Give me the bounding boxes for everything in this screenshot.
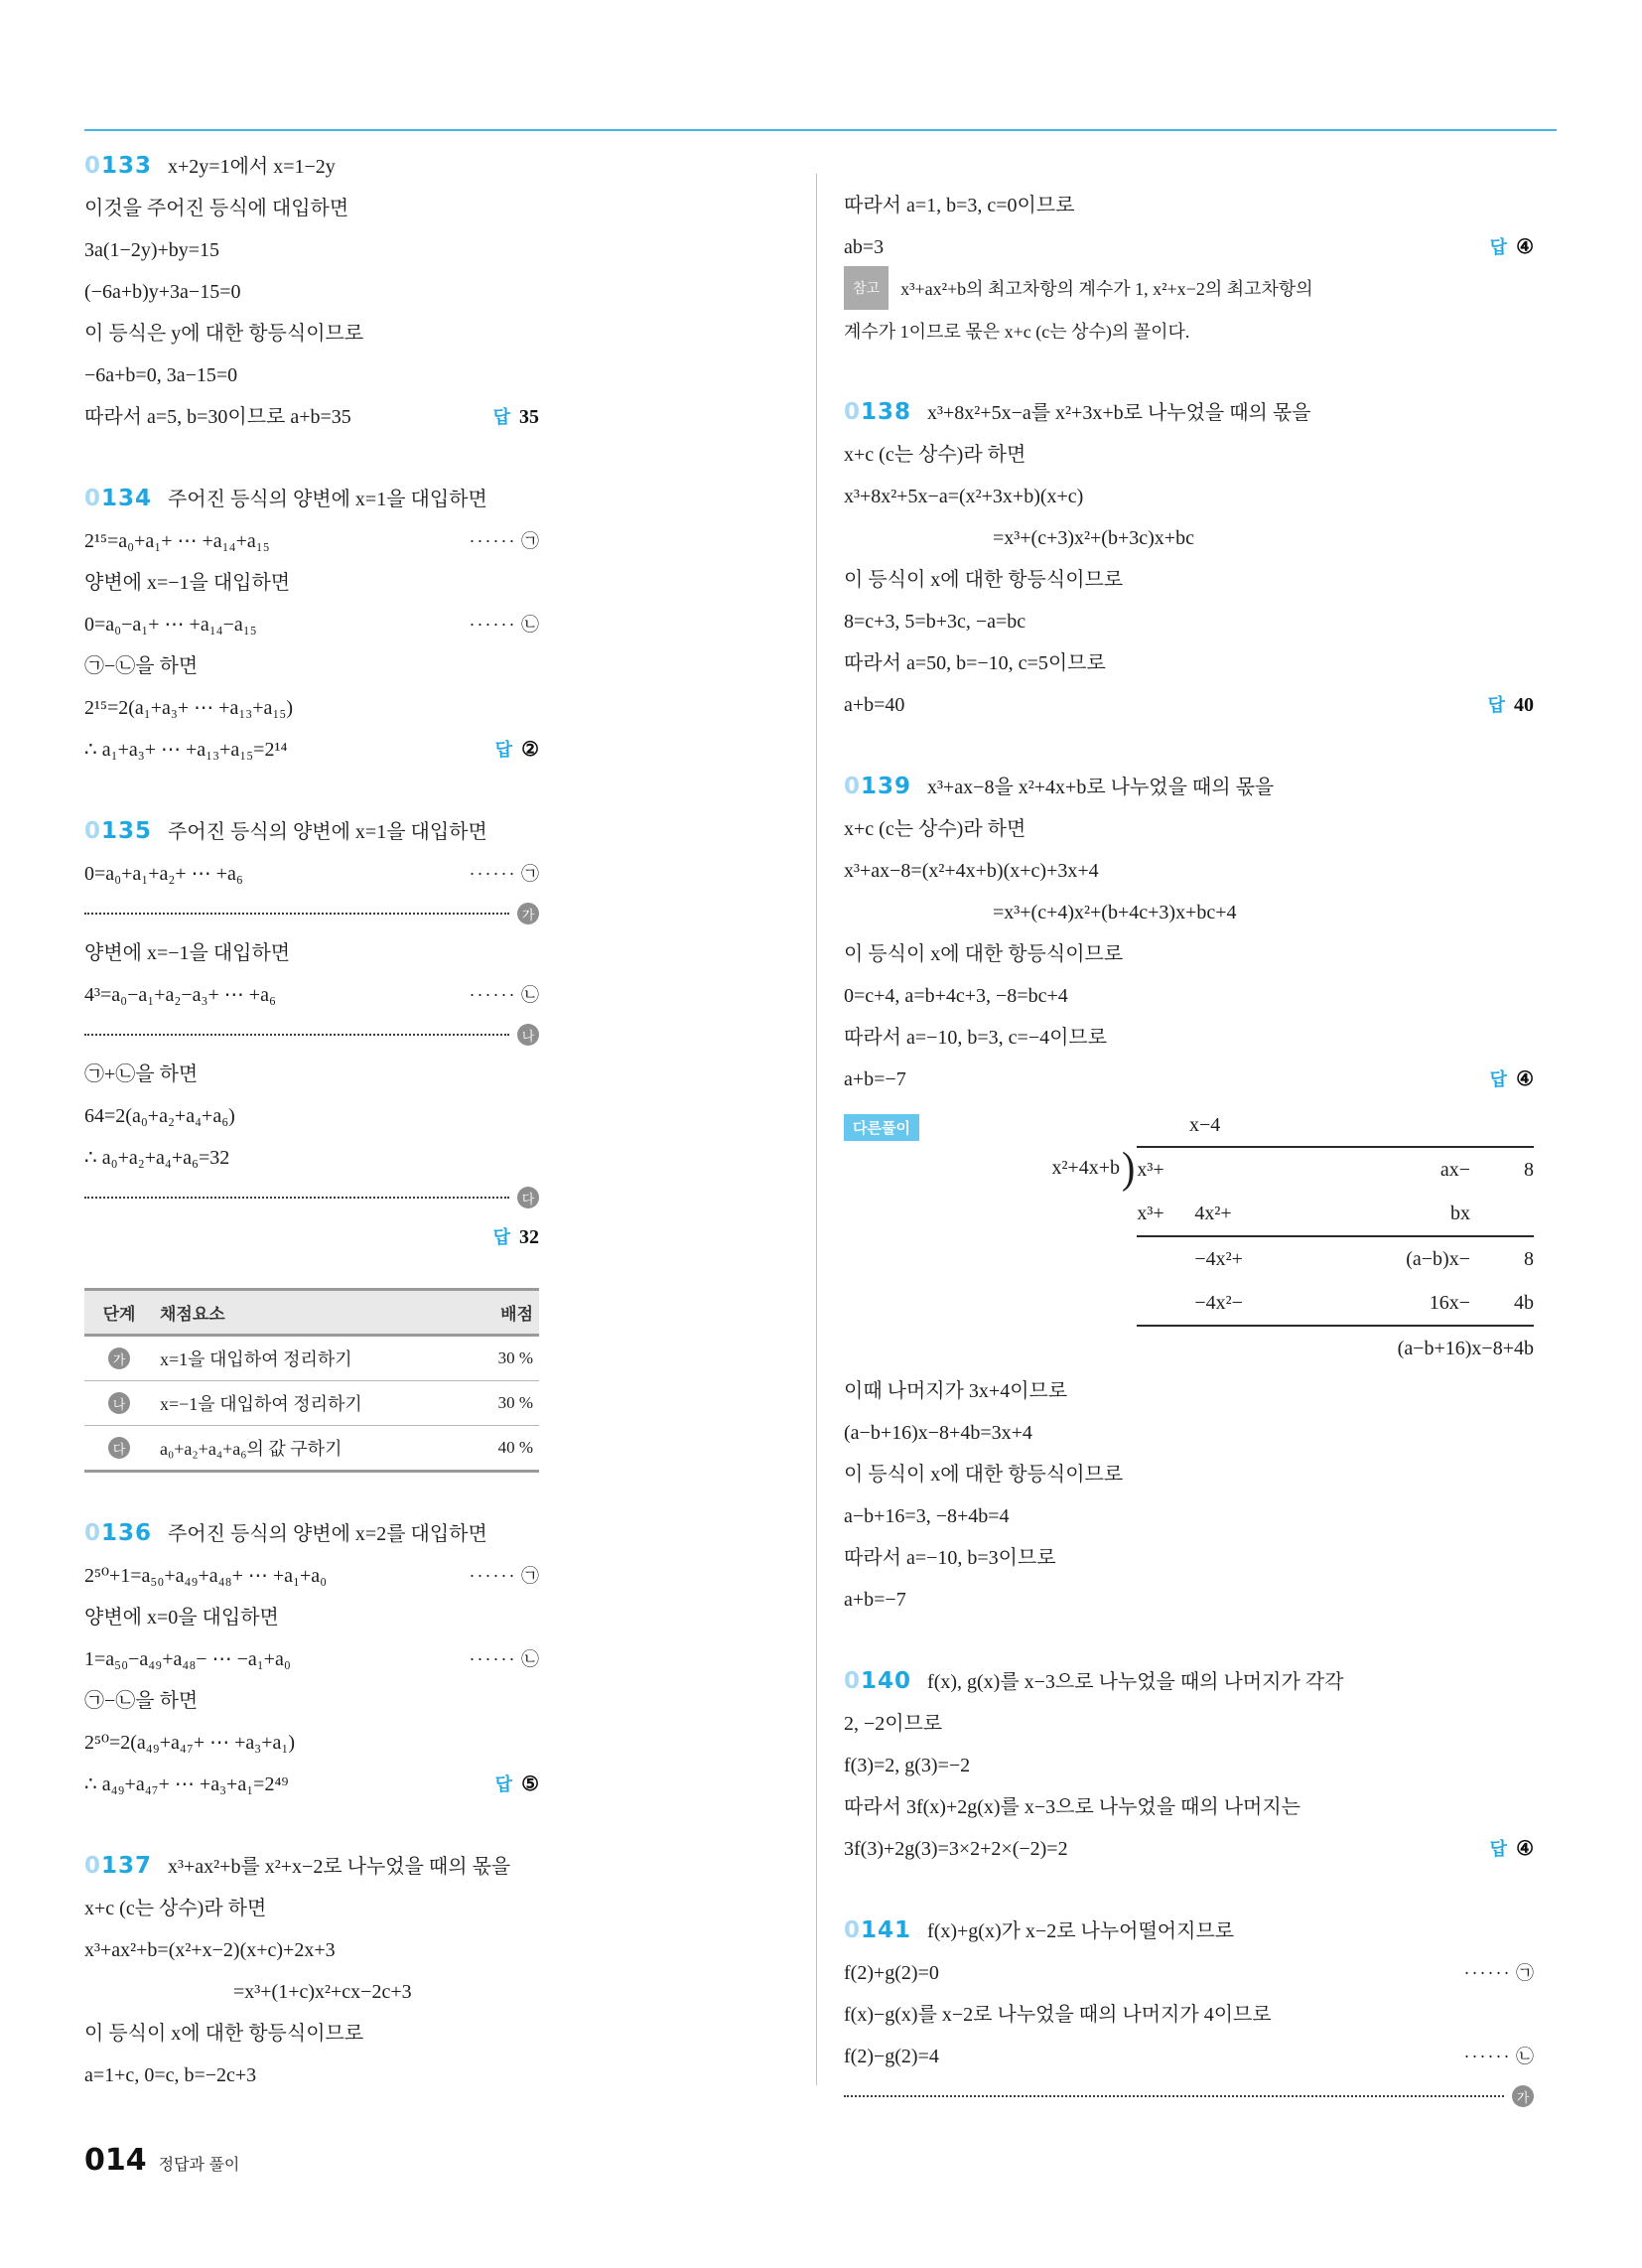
solution-line: ㉠−㉡을 하면 bbox=[84, 655, 199, 677]
problem-lead-line bbox=[844, 1660, 1534, 1703]
solution-line: 양변에 x=−1을 대입하면 bbox=[84, 572, 291, 594]
reference-symbol: ㉠ bbox=[521, 1566, 539, 1586]
grading-header-cell: 채점요소 bbox=[154, 1290, 456, 1336]
solution-line: x³+ax−8=(x²+4x+b)(x+c)+3x+4 bbox=[844, 860, 1099, 882]
division-quotient: x−4 bbox=[1189, 1114, 1221, 1136]
column-divider bbox=[816, 174, 817, 2085]
solution-line: 이때 나머지가 3x+4이므로 bbox=[844, 1380, 1068, 1402]
problem-lead-line bbox=[84, 1845, 539, 1888]
equation-text: f(2)+g(2)=0 bbox=[844, 1962, 939, 1984]
grading-header-cell: 배점 bbox=[456, 1290, 539, 1336]
answer-value: 32 bbox=[519, 1226, 539, 1248]
dotted-separator bbox=[844, 2077, 1534, 2115]
solution-text: ∴ a₁+a₃+ ⋯ +a₁₃+a₁₅=2¹⁴ bbox=[84, 739, 288, 761]
reference-note-text: x³+ax²+b의 최고차항의 계수가 1, x²+x−2의 최고차항의 bbox=[900, 279, 1313, 299]
solution-line-with-answer bbox=[84, 396, 539, 438]
step-badge: 가 bbox=[517, 903, 539, 924]
problem-number-prefix: 0 bbox=[84, 818, 102, 844]
solution-line: 0=c+4, a=b+4c+3, −8=bc+4 bbox=[844, 985, 1068, 1007]
solution-line: (−6a+b)y+3a−15=0 bbox=[84, 281, 241, 303]
step-badge: 다 bbox=[108, 1437, 130, 1459]
solution-line: −6a+b=0, 3a−15=0 bbox=[84, 364, 238, 386]
grading-step-cell bbox=[84, 1426, 154, 1472]
solution-line: f(x)−g(x)를 x−2로 나누었을 때의 나머지가 4이므로 bbox=[844, 2004, 1272, 2026]
division-body bbox=[993, 1142, 1534, 1370]
reference-symbol: ㉡ bbox=[521, 615, 539, 635]
equation-continuation-line: =x³+(c+3)x²+(b+3c)x+bc bbox=[993, 527, 1194, 549]
division-term: x³+ bbox=[1137, 1159, 1164, 1181]
division-term: 8 bbox=[1524, 1159, 1534, 1181]
division-term bbox=[1137, 1281, 1194, 1325]
equation-continuation-line: =x³+(1+c)x²+cx−2c+3 bbox=[233, 1981, 412, 2003]
answer-label: 답 bbox=[1489, 237, 1508, 257]
equation-line-with-marker bbox=[84, 974, 539, 1016]
equation-line-with-marker bbox=[844, 1952, 1534, 1994]
answer-badge bbox=[1478, 226, 1534, 268]
solution-line: 따라서 a=−10, b=3, c=−4이므로 bbox=[844, 1027, 1108, 1049]
division-term bbox=[1194, 1148, 1305, 1192]
problem-lead-line bbox=[844, 766, 1534, 808]
problem-number-rest: 134 bbox=[101, 486, 153, 511]
solution-line: 64=2(a₀+a₂+a₄+a₆) bbox=[84, 1105, 235, 1127]
problem-number bbox=[844, 766, 911, 807]
problem-number-rest: 139 bbox=[861, 774, 912, 799]
problem-block bbox=[844, 1910, 1534, 2115]
answer-label: 답 bbox=[494, 740, 513, 760]
reference-marker bbox=[458, 1555, 539, 1597]
division-term: −4x²+ bbox=[1194, 1248, 1243, 1270]
long-division bbox=[993, 1104, 1534, 1370]
alt-solution-badge: 다른풀이 bbox=[844, 1114, 919, 1141]
solution-line: 양변에 x=−1을 대입하면 bbox=[84, 942, 291, 964]
equation-text: 2¹⁵=a₀+a₁+ ⋯ +a₁₄+a₁₅ bbox=[84, 530, 270, 552]
solution-line: 따라서 3f(x)+2g(x)를 x−3으로 나누었을 때의 나머지는 bbox=[844, 1796, 1300, 1818]
equation-text: f(2)−g(2)=4 bbox=[844, 2046, 939, 2067]
answer-value: ④ bbox=[1516, 1068, 1534, 1090]
problem-number-rest: 140 bbox=[861, 1668, 912, 1694]
answer-value: ④ bbox=[1516, 236, 1534, 258]
separator-line bbox=[84, 913, 509, 915]
solution-text: a+b=−7 bbox=[844, 1068, 906, 1090]
reference-marker bbox=[458, 520, 539, 562]
answer-badge bbox=[481, 1216, 539, 1258]
footer-title: 정답과 풀이 bbox=[158, 2157, 240, 2174]
solution-line: 이 등식이 x에 대한 항등식이므로 bbox=[844, 569, 1124, 591]
problem-number-rest: 141 bbox=[861, 1917, 912, 1943]
problem-number-prefix: 0 bbox=[84, 1853, 102, 1879]
solution-line: 따라서 a=−10, b=3이므로 bbox=[844, 1547, 1056, 1569]
problem-lead-line bbox=[84, 1512, 539, 1555]
solution-line: x³+8x²+5x−a=(x²+3x+b)(x+c) bbox=[844, 486, 1084, 507]
grading-header-cell: 단계 bbox=[84, 1290, 154, 1336]
equation-line-with-marker bbox=[84, 1638, 539, 1680]
grading-score-cell: 30 % bbox=[497, 1348, 533, 1367]
equation-continuation-line: =x³+(c+4)x²+(b+4c+3)x+bc+4 bbox=[993, 902, 1237, 923]
equation-text: 2⁵⁰+1=a₅₀+a₄₉+a₄₈+ ⋯ +a₁+a₀ bbox=[84, 1565, 328, 1587]
solution-line: ㉠+㉡을 하면 bbox=[84, 1063, 199, 1085]
problem-number-rest: 135 bbox=[101, 818, 153, 844]
solution-line: x+c (c는 상수)라 하면 bbox=[844, 444, 1026, 466]
solution-text: x+2y=1에서 x=1−2y bbox=[168, 156, 336, 178]
problem-number bbox=[844, 1660, 911, 1702]
problem-number-prefix: 0 bbox=[84, 153, 102, 179]
grading-table-head bbox=[84, 1290, 539, 1336]
solution-text: x³+ax²+b를 x²+x−2로 나누었을 때의 몫을 bbox=[168, 1856, 511, 1878]
division-term: 4b bbox=[1514, 1292, 1534, 1314]
solution-line: 이 등식이 x에 대한 항등식이므로 bbox=[84, 2023, 364, 2045]
solution-text: 따라서 a=5, b=30이므로 a+b=35 bbox=[84, 406, 351, 428]
division-term bbox=[1137, 1237, 1194, 1281]
solution-line: 이 등식이 x에 대한 항등식이므로 bbox=[844, 1464, 1124, 1486]
problem-number-prefix: 0 bbox=[844, 1668, 862, 1694]
separator-line bbox=[84, 1197, 509, 1199]
answer-value: ④ bbox=[1516, 1838, 1534, 1860]
reference-note-badge: 참고 bbox=[844, 266, 889, 310]
division-row bbox=[1137, 1237, 1534, 1281]
equation-line-with-marker bbox=[84, 604, 539, 645]
solution-line: 따라서 a=1, b=3, c=0이므로 bbox=[844, 195, 1075, 216]
division-paren: ) bbox=[1122, 1142, 1136, 1193]
division-dividend-block bbox=[1137, 1146, 1534, 1370]
step-badge: 다 bbox=[517, 1187, 539, 1208]
solution-line: 8=c+3, 5=b+3c, −a=bc bbox=[844, 611, 1026, 633]
equation-text: 1=a₅₀−a₄₉+a₄₈− ⋯ −a₁+a₀ bbox=[84, 1648, 291, 1670]
answer-badge bbox=[483, 1764, 539, 1805]
solution-line: 2¹⁵=2(a₁+a₃+ ⋯ +a₁₃+a₁₅) bbox=[84, 697, 294, 719]
division-term: 4x²+ bbox=[1194, 1203, 1232, 1224]
grading-element-cell: x=1을 대입하여 정리하기 bbox=[160, 1349, 352, 1369]
solution-text: 3f(3)+2g(3)=3×2+2×(−2)=2 bbox=[844, 1838, 1068, 1860]
solution-line: 2, −2이므로 bbox=[844, 1713, 943, 1735]
problem-block bbox=[84, 1845, 539, 2096]
reference-marker bbox=[458, 974, 539, 1016]
answer-value: ② bbox=[521, 739, 539, 761]
answer-label: 답 bbox=[492, 407, 510, 427]
solution-line-with-answer bbox=[844, 1828, 1534, 1870]
grading-element-cell: a₀+a₂+a₄+a₆의 값 구하기 bbox=[154, 1426, 456, 1472]
problem-block bbox=[84, 1512, 539, 1805]
grading-score-cell: 40 % bbox=[456, 1426, 539, 1472]
answer-value: 35 bbox=[519, 406, 539, 428]
solution-text: 주어진 등식의 양변에 x=1을 대입하면 bbox=[168, 489, 487, 510]
reference-dots: ······ bbox=[469, 864, 517, 884]
answer-label: 답 bbox=[1489, 1839, 1508, 1859]
problem-block bbox=[84, 145, 539, 438]
answer-badge bbox=[1478, 1059, 1534, 1100]
reference-dots: ······ bbox=[1463, 2047, 1512, 2066]
problem-number bbox=[84, 810, 152, 852]
solution-text: ab=3 bbox=[844, 236, 885, 258]
problem-lead-line bbox=[84, 810, 539, 853]
solution-text: 주어진 등식의 양변에 x=1을 대입하면 bbox=[168, 821, 487, 843]
alternative-solution-block bbox=[844, 1104, 1534, 1370]
problem-block bbox=[84, 810, 539, 1473]
solution-line: x+c (c는 상수)라 하면 bbox=[84, 1898, 267, 1919]
division-row bbox=[1137, 1281, 1534, 1327]
solution-text: f(x)+g(x)가 x−2로 나누어떨어지므로 bbox=[927, 1920, 1235, 1942]
right-column bbox=[844, 185, 1534, 2115]
equation-line-with-marker bbox=[84, 853, 539, 895]
solution-line: a=1+c, 0=c, b=−2c+3 bbox=[84, 2064, 257, 2086]
answer-label: 답 bbox=[494, 1774, 513, 1794]
problem-number-prefix: 0 bbox=[84, 1520, 102, 1546]
problem-lead-line bbox=[844, 391, 1534, 434]
reference-dots: ······ bbox=[469, 615, 517, 635]
table-row bbox=[84, 1426, 539, 1472]
reference-symbol: ㉡ bbox=[1516, 2047, 1534, 2066]
problem-number bbox=[844, 391, 911, 433]
reference-symbol: ㉠ bbox=[521, 531, 539, 551]
reference-marker bbox=[458, 604, 539, 645]
grading-step-cell bbox=[84, 1381, 154, 1426]
problem-number bbox=[84, 478, 152, 519]
reference-dots: ······ bbox=[469, 531, 517, 551]
solution-text: f(x), g(x)를 x−3으로 나누었을 때의 나머지가 각각 bbox=[927, 1671, 1344, 1693]
answer-label: 답 bbox=[1489, 1069, 1508, 1089]
equation-text: 0=a₀+a₁+a₂+ ⋯ +a₆ bbox=[84, 863, 243, 885]
solution-line: 2⁵⁰=2(a₄₉+a₄₇+ ⋯ +a₃+a₁) bbox=[84, 1732, 296, 1754]
problem-block bbox=[844, 391, 1534, 726]
division-row bbox=[1137, 1148, 1534, 1192]
grading-header-row bbox=[84, 1290, 539, 1336]
reference-dots: ······ bbox=[469, 985, 517, 1005]
reference-marker bbox=[458, 853, 539, 895]
problem-number bbox=[84, 1845, 152, 1887]
step-badge: 가 bbox=[1512, 2085, 1534, 2107]
solution-line: 따라서 a=50, b=−10, c=5이므로 bbox=[844, 652, 1106, 674]
solution-line: a+b=−7 bbox=[844, 1589, 906, 1611]
division-term: bx bbox=[1450, 1203, 1470, 1224]
answer-badge bbox=[1478, 1828, 1534, 1870]
step-badge: 가 bbox=[108, 1347, 130, 1369]
grading-element-cell: x=−1을 대입하여 정리하기 bbox=[154, 1381, 456, 1426]
reference-marker bbox=[1452, 1952, 1534, 1994]
solution-line: 이 등식이 x에 대한 항등식이므로 bbox=[844, 943, 1124, 965]
problem-number bbox=[84, 145, 152, 187]
division-term: (a−b)x− bbox=[1406, 1248, 1470, 1270]
problem-number-prefix: 0 bbox=[844, 1917, 862, 1943]
solution-text: x³+ax−8을 x²+4x+b로 나누었을 때의 몫을 bbox=[927, 777, 1275, 798]
dotted-separator bbox=[84, 1179, 539, 1216]
division-row bbox=[1137, 1192, 1534, 1237]
solution-text: a+b=40 bbox=[844, 694, 905, 716]
problem-lead-line bbox=[844, 1910, 1534, 1952]
step-badge: 나 bbox=[517, 1024, 539, 1046]
reference-symbol: ㉠ bbox=[1516, 1963, 1534, 1983]
division-term: x³+ bbox=[1137, 1203, 1164, 1224]
problem-block bbox=[844, 1660, 1534, 1870]
division-divisor: x²+4x+b bbox=[1051, 1157, 1120, 1179]
division-spacer bbox=[993, 1104, 1144, 1146]
problem-number-rest: 138 bbox=[861, 399, 912, 425]
table-row bbox=[84, 1381, 539, 1426]
grading-table-body bbox=[84, 1336, 539, 1472]
reference-marker bbox=[1452, 2036, 1534, 2077]
division-term: 8 bbox=[1524, 1248, 1534, 1270]
reference-symbol: ㉡ bbox=[521, 1649, 539, 1669]
solution-line: 3a(1−2y)+by=15 bbox=[84, 239, 220, 261]
equation-text: 0=a₀−a₁+ ⋯ +a₁₄−a₁₅ bbox=[84, 614, 257, 636]
equation-line-with-marker bbox=[844, 2036, 1534, 2077]
solution-line-with-answer bbox=[844, 226, 1534, 268]
reference-marker bbox=[458, 1638, 539, 1680]
problem-number-rest: 137 bbox=[101, 1853, 153, 1879]
solution-line: 이것을 주어진 등식에 대입하면 bbox=[84, 198, 349, 219]
step-badge: 나 bbox=[108, 1392, 130, 1414]
division-term: ax− bbox=[1439, 1159, 1470, 1181]
dotted-separator bbox=[84, 1016, 539, 1054]
problem-block bbox=[844, 766, 1534, 1621]
equation-text: 4³=a₀−a₁+a₂−a₃+ ⋯ +a₆ bbox=[84, 984, 276, 1006]
division-quotient-row bbox=[993, 1104, 1534, 1146]
answer-value: ⑤ bbox=[521, 1773, 539, 1795]
solution-line: 이 등식은 y에 대한 항등식이므로 bbox=[84, 323, 364, 345]
reference-symbol: ㉠ bbox=[521, 864, 539, 884]
solution-line-with-answer bbox=[84, 1764, 539, 1805]
reference-note-line: 계수가 1이므로 몫은 x+c (c는 상수)의 꼴이다. bbox=[844, 322, 1190, 342]
division-term: −4x²− bbox=[1194, 1292, 1243, 1314]
solution-line: ㉠−㉡을 하면 bbox=[84, 1690, 199, 1712]
page-number: 014 bbox=[84, 2143, 147, 2178]
page-footer bbox=[84, 2143, 239, 2178]
problem-block bbox=[844, 185, 1534, 352]
grading-table bbox=[84, 1288, 539, 1473]
reference-dots: ······ bbox=[1463, 1963, 1512, 1983]
solution-line-with-answer bbox=[844, 684, 1534, 726]
answer-badge bbox=[481, 396, 539, 438]
solution-text: ∴ a₄₉+a₄₇+ ⋯ +a₃+a₁=2⁴⁹ bbox=[84, 1773, 289, 1795]
problem-number-rest: 136 bbox=[101, 1520, 153, 1546]
solution-line: a−b+16=3, −8+4b=4 bbox=[844, 1505, 1010, 1527]
problem-number-prefix: 0 bbox=[84, 486, 102, 511]
reference-dots: ······ bbox=[469, 1566, 517, 1586]
problem-number bbox=[844, 1910, 911, 1951]
division-remainder: (a−b+16)x−8+4b bbox=[1397, 1338, 1534, 1359]
separator-line bbox=[844, 2095, 1504, 2097]
solution-text: x³+8x²+5x−a를 x²+3x+b로 나누었을 때의 몫을 bbox=[927, 402, 1311, 424]
problem-number bbox=[84, 1512, 152, 1554]
separator-line bbox=[84, 1034, 509, 1036]
dotted-separator bbox=[84, 895, 539, 932]
reference-symbol: ㉡ bbox=[521, 985, 539, 1005]
grading-score-cell: 30 % bbox=[456, 1381, 539, 1426]
solution-line: ∴ a₀+a₂+a₄+a₆=32 bbox=[84, 1147, 230, 1169]
table-row bbox=[84, 1336, 539, 1381]
equation-line-with-marker bbox=[84, 520, 539, 562]
division-term: 16x− bbox=[1429, 1292, 1470, 1314]
answer-label: 답 bbox=[1487, 695, 1505, 715]
answer-badge bbox=[483, 729, 539, 771]
problem-number-prefix: 0 bbox=[844, 774, 862, 799]
reference-dots: ······ bbox=[469, 1649, 517, 1669]
answer-value: 40 bbox=[1514, 694, 1534, 716]
division-term bbox=[1470, 1192, 1534, 1235]
left-column bbox=[84, 145, 539, 2096]
solution-line: (a−b+16)x−8+4b=3x+4 bbox=[844, 1422, 1032, 1444]
solution-line: x+c (c는 상수)라 하면 bbox=[844, 818, 1026, 840]
reference-note-line bbox=[844, 268, 1534, 312]
problem-number-rest: 133 bbox=[101, 153, 153, 179]
grading-step-cell bbox=[84, 1336, 154, 1381]
solution-line-with-answer bbox=[84, 729, 539, 771]
solution-line-with-answer bbox=[844, 1059, 1534, 1100]
solution-line: x³+ax²+b=(x²+x−2)(x+c)+2x+3 bbox=[84, 1939, 336, 1961]
solution-line: f(3)=2, g(3)=−2 bbox=[844, 1755, 971, 1776]
answer-line bbox=[84, 1216, 539, 1258]
problem-lead-line bbox=[84, 145, 539, 188]
solution-line: 양변에 x=0을 대입하면 bbox=[84, 1607, 279, 1629]
problem-lead-line bbox=[84, 478, 539, 520]
solution-text: 주어진 등식의 양변에 x=2를 대입하면 bbox=[168, 1523, 487, 1545]
problem-block bbox=[84, 478, 539, 771]
answer-label: 답 bbox=[492, 1227, 510, 1247]
top-divider-rule bbox=[84, 129, 1557, 131]
problem-number-prefix: 0 bbox=[844, 399, 862, 425]
equation-line-with-marker bbox=[84, 1555, 539, 1597]
answer-badge bbox=[1476, 684, 1534, 726]
